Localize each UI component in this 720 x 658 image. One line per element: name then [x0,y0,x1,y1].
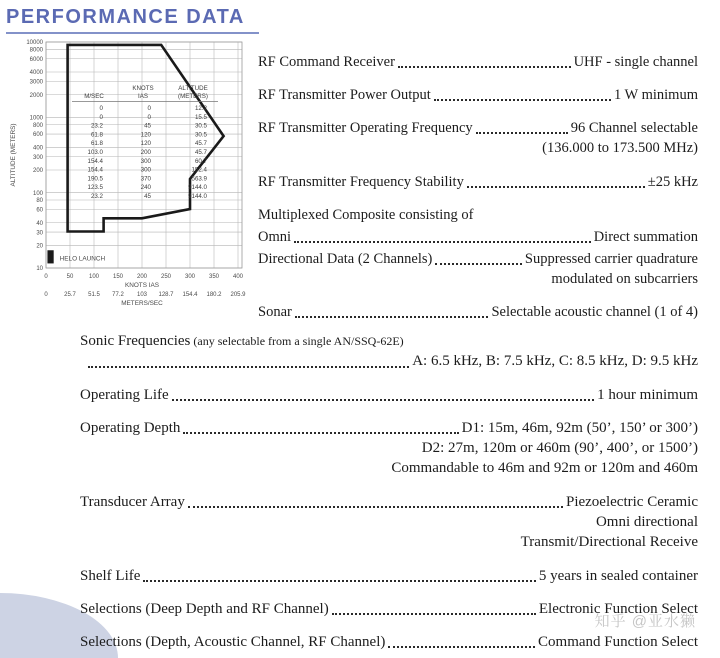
x-secondary-tick-label: 51.5 [88,292,100,298]
dot-leader [388,646,535,648]
spec-row [258,118,698,159]
spec-row [258,227,698,247]
y-tick-label: 3000 [29,79,43,86]
x-tick-label: 250 [160,274,172,280]
spec-continuation: Transmit/Directional Receive [520,534,698,550]
spec-label: Shelf Life [80,567,141,584]
spec-row [258,249,698,290]
dot-leader [88,366,409,368]
table-cell: 30.5 [194,131,207,139]
x-tick-label: 0 [44,274,48,280]
table-cell: 45 [144,122,151,130]
y-tick-label: 2000 [29,92,43,99]
spec-value: Command Function Select [538,633,698,650]
x-tick-label: 150 [112,274,124,280]
spec-label: Transducer Array [80,493,185,510]
spec-label: Operating Life [80,386,169,403]
x-secondary-tick-label: 128.7 [158,292,174,298]
table-cell: 154.4 [87,166,103,174]
dot-leader [332,613,536,615]
y-tick-label: 600 [32,132,43,139]
y-tick-label: 800 [32,122,43,129]
table-cell: 190.5 [87,175,103,183]
dot-leader [434,99,611,101]
spec-continuation: D2: 27m, 120m or 460m (90’, 400’, or 1500’) [421,439,698,456]
table-cell: 0 [99,105,103,112]
x-tick-label: 400 [232,274,244,280]
table-cell: 12.2 [194,105,207,112]
spec-label: Selections (Deep Depth and RF Channel) [80,600,329,617]
spec-value: D1: 15m, 46m, 92m (50’, 150’ or 300’) [461,419,698,436]
spec-row [80,331,698,372]
x-secondary-tick-label: 0 [44,292,48,298]
x-tick-label: 50 [66,274,74,280]
x-secondary-tick-label: 25.7 [64,292,76,298]
spec-label: RF Transmitter Frequency Stability [258,173,464,190]
spec-label: Sonar [258,304,292,320]
spec-row [258,302,698,322]
y-tick-label: 400 [32,145,43,152]
spec-value: 1 hour minimum [597,386,698,403]
table-cell: 154.4 [87,157,103,165]
spec-row [80,632,698,652]
table-cell: 9144.0 [188,184,207,192]
table-header: IAS [138,93,148,100]
spec-continuation: (136.000 to 173.500 MHz) [542,140,698,156]
dot-leader [143,580,535,582]
table-cell: 123.5 [87,184,103,192]
y-tick-label: 300 [32,154,43,161]
y-tick-label: 4000 [29,70,43,77]
y-tick-label: 8000 [29,47,43,54]
x-secondary-tick-label: 154.4 [182,292,198,298]
x-secondary-axis-label: METERS/SEC [121,300,163,307]
y-tick-label: 10 [36,266,43,273]
spec-continuation [80,351,698,372]
spec-row [258,205,698,225]
spec-row [258,172,698,192]
dot-leader [295,316,489,318]
spec-label: Operating Depth [80,419,181,436]
x-secondary-tick-label: 77.2 [112,292,124,298]
spec-value: Electronic Function Select [538,600,698,617]
dot-leader [294,241,591,243]
spec-value: 5 years in sealed container [538,567,698,584]
spec-value: Selectable acoustic channel (1 of 4) [491,304,698,320]
table-cell: 103.0 [87,149,103,156]
x-secondary-tick-label: 103 [136,292,148,298]
x-tick-label: 300 [184,274,196,280]
spec-label: Selections (Depth, Acoustic Channel, RF Channel) [80,633,386,650]
table-cell: 200 [140,149,151,156]
spec-list-right [258,52,698,335]
table-cell: 45.7 [194,149,207,156]
page-title: PERFORMANCE DATA [6,6,259,34]
spec-value: 96 Channel selectable [570,120,698,136]
spec-row [80,385,698,405]
dot-leader [435,263,522,265]
x-secondary-tick-label: 180.2 [206,292,222,298]
table-cell: 0 [147,113,151,121]
y-tick-label: 10000 [26,40,43,47]
x-tick-label: 350 [208,274,220,280]
spec-continuation: Omni directional [595,513,698,530]
spec-label: RF Command Receiver [258,54,395,70]
table-header: KNOTS [132,85,154,92]
dot-leader [467,186,645,188]
table-cell: 152.4 [191,166,207,174]
table-cell: 30.5 [194,122,207,130]
spec-value: A: 6.5 kHz, B: 7.5 kHz, C: 8.5 kHz, D: 9.5 kHz [412,353,698,369]
y-tick-label: 20 [36,243,43,250]
table-header: M/SEC [84,93,104,100]
y-tick-label: 30 [36,230,43,237]
y-tick-label: 60 [36,207,43,214]
table-cell: 45 [144,193,151,200]
table-cell: 23.2 [90,122,103,130]
spec-list-bottom [80,331,698,658]
y-tick-label: 1000 [29,115,43,122]
spec-value: UHF - single channel [573,54,698,70]
spec-value: Piezoelectric Ceramic [565,493,698,510]
x-tick-label: 200 [136,274,148,280]
spec-continuation: modulated on subcarriers [551,270,698,287]
helo-launch-marker [47,250,53,263]
table-cell: 0 [147,105,151,112]
watermark: 知乎 @亚水獭 [594,613,696,630]
x-secondary-tick-label: 205.9 [230,292,246,298]
spec-row [258,52,698,72]
dot-leader [476,132,568,134]
x-axis-label: KNOTS IAS [124,282,160,289]
table-cell: 120 [140,131,151,139]
table-cell: 240 [140,184,151,192]
spec-row [80,418,698,479]
spec-label: RF Transmitter Power Output [258,87,431,103]
spec-label: Directional Data (2 Channels) [258,250,433,267]
x-tick-label: 100 [88,274,100,280]
spec-label: Multiplexed Composite consisting of [258,206,474,223]
table-cell: 9144.0 [188,193,207,200]
helo-launch-label: HELO LAUNCH [59,255,106,263]
spec-value: Suppressed carrier quadrature [524,250,698,267]
spec-row [80,492,698,553]
spec-row [80,566,698,586]
spec-label: Omni [258,228,292,245]
table-header: (METERS) [178,93,208,100]
y-tick-label: 6000 [29,56,43,63]
table-cell: 563.9 [191,175,207,183]
y-tick-label: 40 [36,220,43,227]
table-cell: 300 [140,157,151,165]
table-cell: 23.2 [90,193,103,200]
dot-leader [183,432,458,434]
spec-row [258,85,698,105]
spec-value: 1 W minimum [613,87,698,103]
table-cell: 61.8 [90,131,103,139]
dot-leader [188,506,563,508]
y-axis-label: ALTITUDE (METERS) [10,123,17,187]
flight-envelope-chart [6,36,258,314]
y-tick-label: 80 [36,198,43,205]
table-cell: 0 [99,113,103,121]
y-tick-label: 100 [32,190,43,197]
spec-label: RF Transmitter Operating Frequency [258,120,473,136]
table-cell: 61.8 [90,140,103,148]
table-cell: 120 [140,140,151,148]
table-header: ALTITUDE [178,85,208,92]
table-cell: 15.5 [194,113,207,121]
spec-value: ±25 kHz [647,173,698,190]
dot-leader [172,399,594,401]
table-cell: 300 [140,166,151,174]
spec-label-note: (any selectable from a single AN/SSQ-62E) [190,334,404,348]
spec-label: Sonic Frequencies [80,333,191,349]
dot-leader [398,66,571,68]
spec-continuation: Commandable to 46m and 92m or 120m and 460m [391,460,698,476]
table-cell: 370 [140,175,151,183]
spec-value: Direct summation [593,228,698,245]
y-tick-label: 200 [32,168,43,175]
table-cell: 60.7 [194,157,207,165]
envelope-chart-svg [6,36,258,314]
table-cell: 45.7 [194,140,207,148]
